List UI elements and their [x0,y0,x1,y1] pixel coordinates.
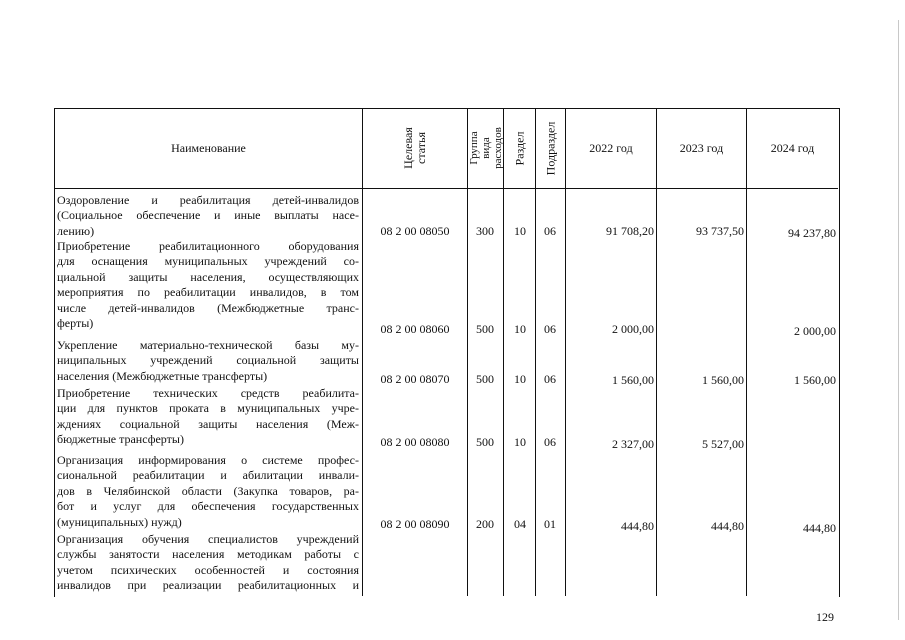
row-name-line: Приобретение реабилитационного оборудования [57,239,359,253]
row-name-line: мероприятия по реабилитации инвалидов, в том [57,285,359,300]
table-row-name [57,386,359,448]
row-name-line: ниципальных учреждений социальной защиты [57,353,359,368]
table-row-name [57,338,359,384]
row-value-2022: 1 560,00 [612,373,654,387]
row-section: 10 [514,372,526,386]
row-target-code: 08 2 00 08080 [380,435,450,449]
page-edge-line [898,20,899,620]
page-number: 129 [816,610,834,624]
row-name-line: Приобретение технических средств реабилита- [57,386,359,400]
row-value-2022: 2 327,00 [612,437,654,451]
row-name-line: Организация информирования о системе профес- [57,453,359,467]
row-value-2022: 91 708,20 [606,224,654,238]
header-2024-text: 2024 год [770,140,815,155]
row-name-line: лению) [57,223,95,238]
header-group [468,108,503,188]
row-name-line: циальной защиты населения, осуществляющих [57,269,359,284]
row-name-line: числе детей-инвалидов (Межбюджетные транс- [57,300,359,315]
row-group: 500 [476,372,494,386]
row-name-line: Организация обучения специалистов учреждений [57,532,359,546]
row-subsection: 01 [544,517,556,531]
row-name-line: бюджетные трансферты) [57,432,184,447]
table-row-name [57,453,359,530]
row-target-code: 08 2 00 08050 [380,224,450,238]
row-section: 10 [514,435,526,449]
row-name-line: ции для пунктов проката в муниципальных учре- [57,401,359,416]
row-value-2023: 1 560,00 [702,373,744,387]
row-group: 500 [476,322,494,336]
row-name-line: Укрепление материально-технической базы му- [57,338,359,352]
row-subsection: 06 [544,224,556,238]
header-2022-text: 2022 год [589,140,633,155]
header-2024 [747,108,838,188]
header-target-text: Целевая статья [401,127,428,169]
header-2022 [566,108,656,188]
row-target-code: 08 2 00 08060 [380,322,450,336]
header-2023-text: 2023 год [679,140,724,155]
header-name-text: Наименование [171,140,246,155]
row-name-line: ферты) [57,316,94,331]
header-divider [54,188,838,189]
header-name [55,108,362,188]
row-name-line: службы занятости населения методикам работы с [57,547,359,562]
row-value-2022: 444,80 [621,519,654,533]
row-name-line: для оснащения муниципальных учреждений со- [57,254,359,269]
row-subsection: 06 [544,372,556,386]
row-value-2023: 93 737,50 [696,224,744,238]
row-name-line: ждениях социальной защиты населения (Меж- [57,416,359,431]
row-name-line: (муниципальных) нужд) [57,514,182,529]
header-section-text: Раздел [512,131,527,165]
row-section: 10 [514,322,526,336]
header-section [504,108,535,188]
row-value-2024: 1 560,00 [794,373,836,387]
row-name-line: бот и услуг для обеспечения государственных [57,499,359,514]
table-row-name [57,239,359,331]
row-value-2024: 2 000,00 [794,324,836,338]
row-value-2024: 444,80 [803,521,836,535]
row-name-line: (Социальное обеспечение и иные выплаты насе- [57,208,359,223]
row-group: 200 [476,517,494,531]
header-subsection-text: Подраздел [543,121,558,175]
row-name-line: учетом психических особенностей и состояния [57,562,359,577]
header-group-text: Группа вида расходов [467,127,504,169]
header-2023 [657,108,746,188]
header-subsection [536,108,565,188]
row-name-line: инвалидов при реализации реабилитационных и [57,578,359,593]
row-group: 500 [476,435,494,449]
table-row-name [57,193,359,239]
row-name-line: дов в Челябинской области (Закупка товаров, ра- [57,483,359,498]
table-row-name [57,532,359,594]
row-target-code: 08 2 00 08070 [380,372,450,386]
row-value-2023: 444,80 [711,519,744,533]
row-section: 04 [514,517,526,531]
row-name-line: сиональной реабилитации и абилитации инвали- [57,468,359,483]
row-name-line: населения (Межбюджетные трансферты) [57,368,268,383]
row-value-2024: 94 237,80 [788,226,836,240]
row-subsection: 06 [544,322,556,336]
row-section: 10 [514,224,526,238]
row-subsection: 06 [544,435,556,449]
row-name-line: Оздоровление и реабилитация детей-инвалидов [57,193,359,207]
row-target-code: 08 2 00 08090 [380,517,450,531]
row-group: 300 [476,224,494,238]
row-value-2022: 2 000,00 [612,322,654,336]
row-value-2023: 5 527,00 [702,437,744,451]
header-target [363,108,467,188]
